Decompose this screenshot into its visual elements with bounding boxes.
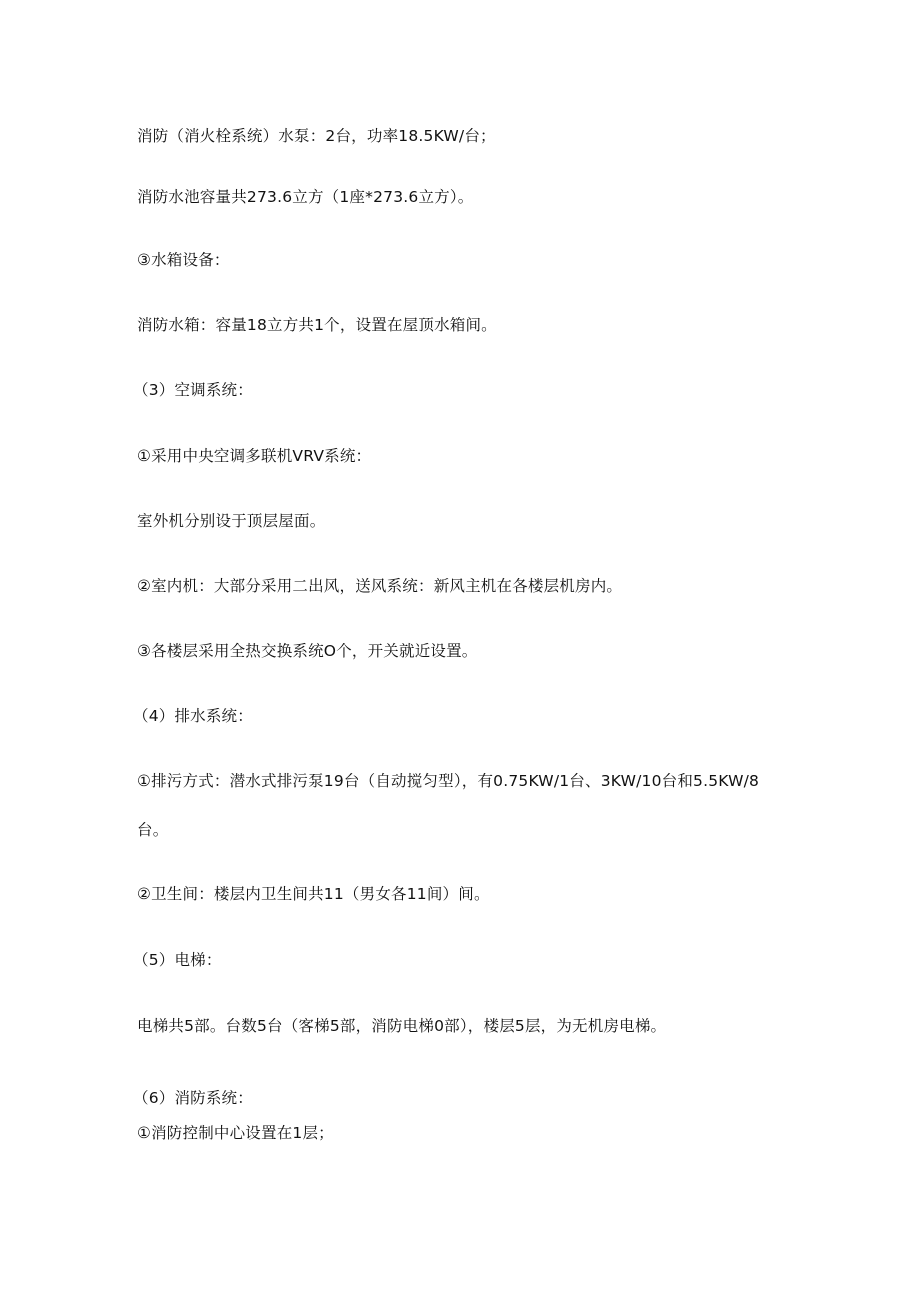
fire-pool-line: 消防水池容量共273.6立方（1座*273.6立方）。 (137, 188, 474, 206)
elevator-section-heading: （5）电梯： (133, 951, 222, 969)
outdoor-unit-line: 室外机分别设于顶层屋面。 (137, 512, 326, 530)
vrv-system-line: ①采用中央空调多联机VRV系统： (137, 447, 372, 465)
sewage-method-line-continued: 台。 (137, 821, 169, 839)
sewage-method-line: ①排污方式：潜水式排污泵19台（自动搅匀型），有0.75KW/1台、3KW/10台和5.5KW/8 (137, 772, 760, 790)
drainage-section-heading: （4）排水系统： (133, 707, 253, 725)
heat-exchange-line: ③各楼层采用全热交换系统O个，开关就近设置。 (137, 642, 478, 660)
water-tank-heading: ③水箱设备： (137, 251, 230, 269)
fire-water-tank-line: 消防水箱：容量18立方共1个，设置在屋顶水箱间。 (137, 316, 497, 334)
fire-control-center-line: ①消防控制中心设置在1层； (137, 1124, 334, 1142)
restroom-line: ②卫生间：楼层内卫生间共11（男女各11间）间。 (137, 885, 490, 903)
indoor-unit-line: ②室内机：大部分采用二出风，送风系统：新风主机在各楼层机房内。 (137, 577, 623, 595)
fire-pump-line: 消防（消火栓系统）水泵：2台，功率18.5KW/台； (137, 127, 496, 145)
fire-system-section-heading: （6）消防系统： (133, 1089, 253, 1107)
hvac-section-heading: （3）空调系统： (133, 381, 253, 399)
elevator-line: 电梯共5部。台数5台（客梯5部，消防电梯0部），楼层5层，为无机房电梯。 (137, 1017, 667, 1035)
